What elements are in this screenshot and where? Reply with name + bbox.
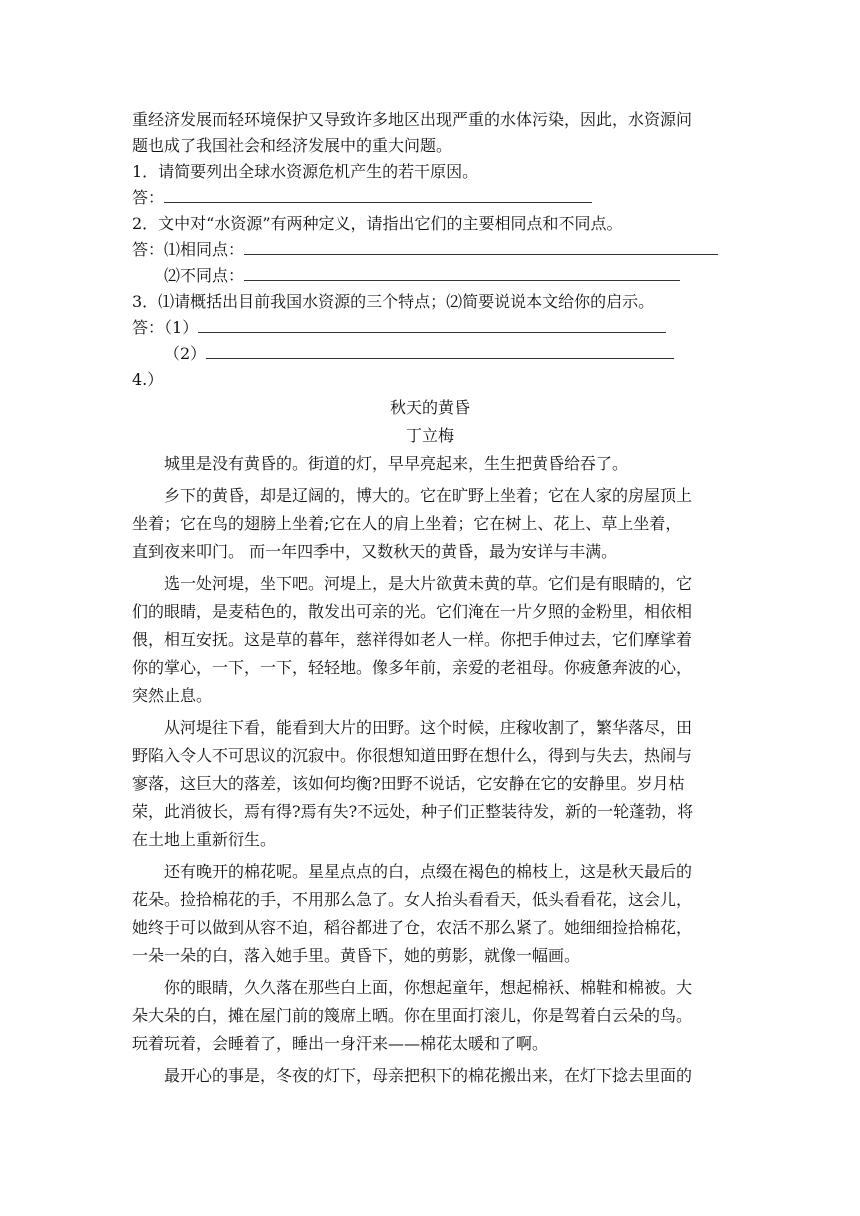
answer-blank	[164, 188, 592, 203]
answer-item-label: （1）	[164, 318, 199, 337]
essay-line: 一朵一朵的白，落入她手里。黄昏下，她的剪影，就像一幅画。	[132, 946, 581, 965]
essay-line: 选一处河堤，坐下吧。河堤上，是大片欲黄未黄的草。它们是有眼睛的，它	[164, 574, 693, 593]
answer-blank	[244, 240, 718, 255]
essay-line: 最开心的事是，冬夜的灯下，母亲把积下的棉花搬出来，在灯下捻去里面的	[164, 1066, 693, 1085]
essay-line: 荣，此消彼长，焉有得?焉有失?不远处，种子们正整装待发，新的一轮蓬勃，将	[132, 802, 694, 821]
essay-line: 你的掌心，一下，一下，轻轻地。像多年前，亲爱的老祖母。你疲惫奔波的心，	[132, 658, 693, 677]
answer-label: 答：	[132, 188, 165, 207]
same-point-label: ⑴相同点：	[164, 240, 245, 259]
essay-line: 她终于可以做到从容不迫，稻谷都进了仓，农活不那么紧了。她细细捡拾棉花，	[132, 918, 693, 937]
answer-1	[132, 188, 732, 208]
question-3: 3．⑴请概括出目前我国水资源的三个特点；⑵简要说说本文给你的启示。	[132, 292, 655, 311]
answer-item-label: （2）	[164, 344, 207, 363]
question-2: 2．文中对“水资源”有两种定义，请指出它们的主要相同点和不同点。	[132, 214, 623, 233]
essay-title: 秋天的黄昏	[389, 398, 470, 417]
essay-line: 直到夜来叩门。 而一年四季中，又数秋天的黄昏，最为安详与丰满。	[132, 542, 618, 561]
essay-line: 你的眼睛，久久落在那些白上面，你想起童年，想起棉袄、棉鞋和棉被。大	[164, 978, 693, 997]
answer-blank	[198, 318, 666, 333]
essay-line: 城里是没有黄昏的。街道的灯，早早亮起来，生生把黄昏给吞了。	[164, 454, 629, 473]
essay-line: 野陷入令人不可思议的沉寂中。你很想知道田野在想什么，得到与失去，热闹与	[132, 746, 693, 765]
question-4: 4.）	[132, 370, 164, 389]
essay-author: 丁立梅	[405, 426, 454, 445]
answer-blank	[244, 266, 680, 281]
intro-line-1: 重经济发展而轻环境保护又导致许多地区出现严重的水体污染，因此，水资源问	[132, 110, 693, 129]
essay-line: 坐着；它在鸟的翅膀上坐着;它在人的肩上坐着；它在树上、花上、草上坐着，	[132, 514, 682, 533]
answer-3-2	[164, 344, 764, 364]
answer-3-1	[132, 318, 732, 338]
essay-line: 们的眼睛，是麦秸色的，散发出可亲的光。它们淹在一片夕照的金粉里，相依相	[132, 602, 693, 621]
essay-line: 从河堤往下看，能看到大片的田野。这个时候，庄稼收割了，繁华落尽，田	[164, 718, 693, 737]
essay-line: 寥落，这巨大的落差，该如何均衡?田野不说话，它安静在它的安静里。岁月枯	[132, 774, 685, 793]
answer-label: 答：	[132, 318, 165, 337]
answer-2-same	[132, 240, 732, 260]
essay-line: 在土地上重新衍生。	[132, 830, 277, 849]
question-1: 1．请简要列出全球水资源危机产生的若干原因。	[132, 162, 479, 181]
essay-line: 乡下的黄昏，却是辽阔的，博大的。它在旷野上坐着；它在人家的房屋顶上	[164, 486, 693, 505]
answer-label: 答：	[132, 240, 165, 259]
essay-line: 玩着玩着，会睡着了，睡出一身汗来——棉花太暖和了啊。	[132, 1034, 549, 1053]
essay-line: 花朵。捡拾棉花的手，不用那么急了。女人抬头看看天，低头看看花，这会儿，	[132, 890, 693, 909]
answer-blank	[206, 344, 674, 359]
essay-line: 朵大朵的白，摊在屋门前的篾席上晒。你在里面打滚儿，你是驾着白云朵的鸟。	[132, 1006, 693, 1025]
essay-line: 突然止息。	[132, 686, 213, 705]
essay-line: 还有晚开的棉花呢。星星点点的白，点缀在褐色的棉枝上，这是秋天最后的	[164, 862, 693, 881]
diff-point-label: ⑵不同点：	[164, 266, 245, 285]
intro-line-2: 题也成了我国社会和经济发展中的重大问题。	[132, 136, 453, 155]
answer-2-diff	[164, 266, 764, 286]
essay-line: 偎，相互安抚。这是草的暮年，慈祥得如老人一样。你把手伸过去，它们摩挲着	[132, 630, 693, 649]
